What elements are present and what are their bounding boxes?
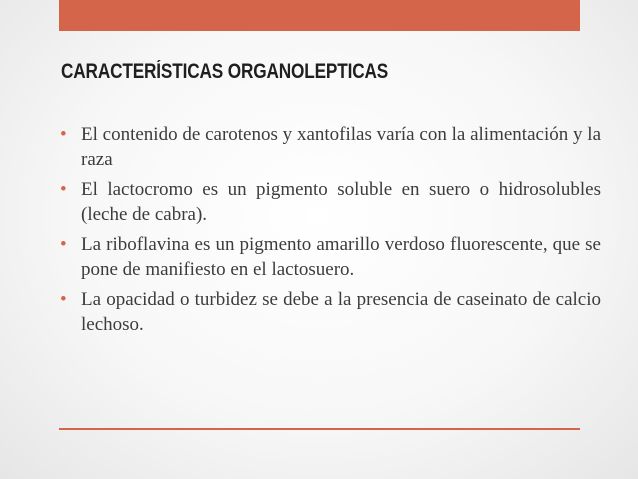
- bullet-marker-icon: •: [60, 179, 67, 200]
- bullet-item: [59, 122, 601, 172]
- bullet-text: La riboflavina es un pigmento amarillo verdoso fluorescente, que se pone de manifiesto en el lactosuero.: [81, 234, 601, 280]
- bullet-marker-icon: •: [60, 234, 67, 255]
- bullet-text: El lactocromo es un pigmento soluble en suero o hidrosolubles (leche de cabra).: [81, 179, 601, 225]
- bullet-item: [59, 232, 601, 282]
- bullet-item: [59, 177, 601, 227]
- bullet-text: La opacidad o turbidez se debe a la presencia de caseinato de calcio lechoso.: [81, 289, 601, 335]
- top-accent-bar: [59, 0, 580, 31]
- bullet-item: [59, 287, 601, 337]
- bullet-text: El contenido de carotenos y xantofilas varía con la alimentación y la raza: [81, 124, 601, 170]
- bullet-marker-icon: •: [60, 124, 67, 145]
- slide-title: CARACTERÍSTICAS ORGANOLEPTICAS: [61, 60, 389, 83]
- bottom-divider: [59, 428, 580, 430]
- bullet-marker-icon: •: [60, 289, 67, 310]
- bullet-list: [59, 122, 601, 342]
